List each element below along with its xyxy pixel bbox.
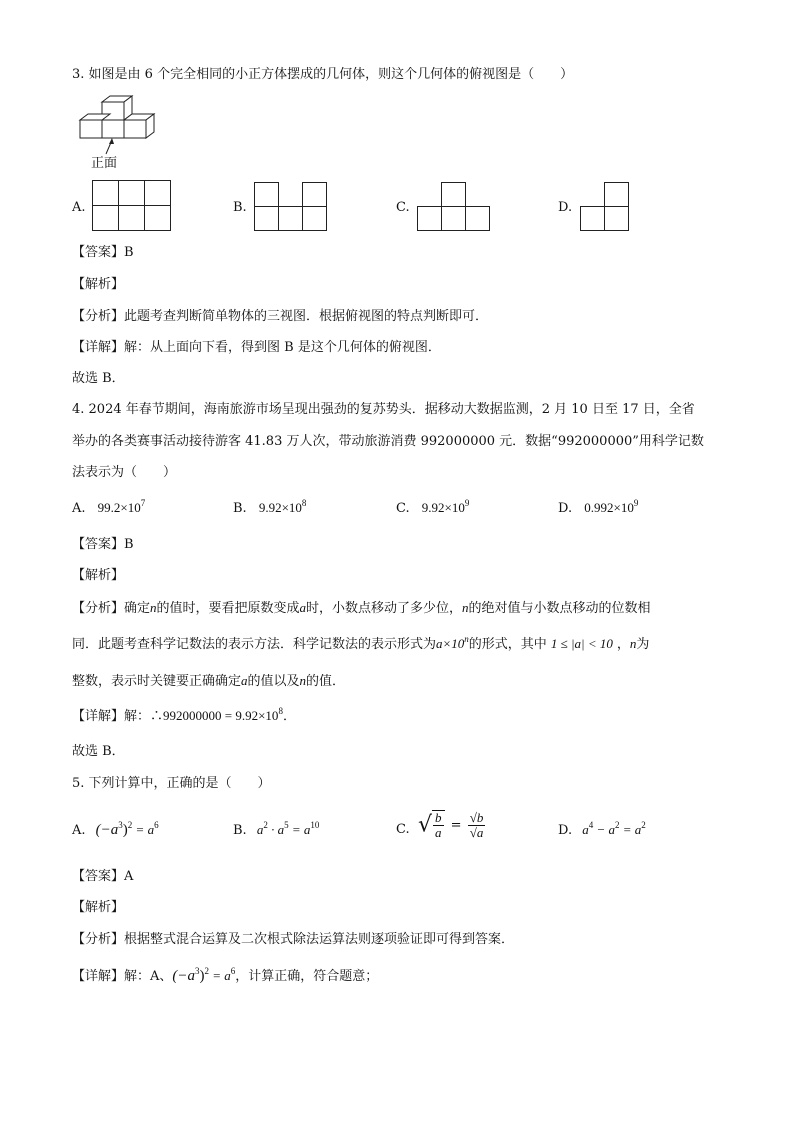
- math-exp: 2: [127, 820, 133, 830]
- q3-option-a-label: A.: [72, 200, 86, 215]
- option-mantissa: 9.92×10: [258, 500, 302, 515]
- q4-conclusion: 故选 B．: [72, 744, 125, 759]
- q3-conclusion: 故选 B．: [72, 371, 125, 386]
- q3-option-a-grid: [92, 180, 172, 232]
- math-var: n: [462, 600, 469, 615]
- q4-option-a: [72, 499, 145, 518]
- math-expr: a: [256, 822, 264, 837]
- q5-fenxi: 【分析】根据整式混合运算及二次根式除法运算法则逐项验证即可得到答案．: [72, 932, 515, 947]
- text-segment: ，: [616, 637, 630, 652]
- option-label: A.: [72, 823, 86, 838]
- q4-stem-line2: 举办的各类赛事活动接待游客 41.83 万人次，带动旅游消费 992000000 元．数据“992000000”用科学记数: [72, 434, 704, 449]
- q3-option-d-label: D.: [558, 200, 573, 215]
- option-mantissa: 9.92×10: [421, 500, 465, 515]
- q4-fenxi-line1: [72, 599, 651, 618]
- q3-fenxi: 【分析】此题考查判断简单物体的三视图．根据俯视图的特点判断即可．: [72, 309, 489, 324]
- text-segment: 的绝对值与小数点移动的位数相: [468, 601, 651, 616]
- q4-answer: 【答案】B: [72, 537, 134, 552]
- text-segment: 【详解】解：A、: [72, 969, 173, 984]
- q5-option-a: [72, 821, 159, 840]
- text-segment: 【分析】确定: [72, 601, 151, 616]
- math-exp: n: [464, 634, 469, 644]
- option-label: A.: [72, 501, 86, 516]
- q4-stem-line3: 法表示为（ ）: [72, 465, 177, 480]
- math-exp: 3: [118, 820, 123, 830]
- q5-option-b: [233, 821, 319, 840]
- math-expr: − a: [593, 822, 616, 837]
- fraction-denominator: √a: [469, 824, 484, 840]
- math-expr: = a: [288, 822, 311, 837]
- math-exp: 3: [195, 966, 200, 976]
- math-exp: 8: [278, 706, 283, 716]
- math-expr: (−a: [172, 968, 196, 984]
- q3-option-d-grid: [580, 182, 632, 232]
- math-exp: 6: [230, 966, 236, 976]
- q3-option-c-label: C.: [396, 200, 410, 215]
- math-expr: 992000000 = 9.92×10: [163, 708, 279, 723]
- math-expr: a: [582, 822, 589, 837]
- option-exponent: 7: [140, 498, 146, 508]
- math-exp: 2: [615, 820, 620, 830]
- math-var: a: [299, 600, 307, 615]
- q3-front-label: 正面: [91, 156, 118, 171]
- q4-analysis-title: 【解析】: [72, 568, 125, 583]
- math-expr: a×10: [436, 636, 465, 651]
- text-segment: 的值以及: [247, 674, 300, 689]
- math-var: n: [299, 673, 307, 688]
- q4-option-b: [233, 499, 306, 518]
- math-exp: 5: [284, 820, 289, 830]
- q3-option-b-label: B.: [233, 200, 247, 215]
- option-mantissa: 99.2×10: [97, 500, 141, 515]
- option-exponent: 8: [301, 498, 307, 508]
- q4-option-c: [396, 499, 469, 518]
- q3-analysis-title: 【解析】: [72, 277, 125, 292]
- text-segment: 同．此题考查科学记数法的表示方法．科学记数法的表示形式为: [72, 637, 437, 652]
- math-expr: = a: [619, 822, 642, 837]
- math-range: 1 ≤ |a| < 10: [550, 636, 613, 651]
- option-label: C.: [396, 501, 410, 516]
- q5-option-c-expr: [418, 810, 485, 840]
- text-segment: ．: [282, 709, 296, 724]
- q5-option-d: [558, 821, 646, 840]
- q5-xiangjie: [72, 967, 378, 986]
- q3-option-c-grid: [417, 182, 493, 232]
- fraction-numerator: √b: [469, 809, 484, 825]
- math-expr: · a: [267, 822, 285, 837]
- math-paren: ): [122, 822, 128, 838]
- fraction-denominator: a: [435, 825, 442, 840]
- option-exponent: 9: [633, 498, 639, 508]
- option-exponent: 9: [464, 498, 470, 508]
- q4-stem-line1: 4. 2024 年春节期间，海南旅游市场呈现出强劲的复苏势头．据移动大数据监测，2 月 10 日至 17 日，全省: [72, 402, 695, 417]
- q5-analysis-title: 【解析】: [72, 900, 125, 915]
- math-fraction: [432, 810, 445, 840]
- text-segment: 整数，表示时关键要正确确定: [72, 674, 242, 689]
- sqrt-icon: √: [418, 812, 433, 838]
- option-mantissa: 0.992×10: [584, 500, 634, 515]
- q4-fenxi-line2: [72, 635, 649, 654]
- fraction-numerator: b: [435, 810, 442, 825]
- math-expr: = a: [132, 822, 155, 837]
- text-segment: ，计算正确，符合题意；: [235, 969, 379, 984]
- text-segment: 的值．: [306, 674, 346, 689]
- q5-stem: 5. 下列计算中，正确的是（ ）: [72, 776, 271, 791]
- text-segment: 的值时，要看把原数变成: [156, 601, 300, 616]
- option-label: B.: [233, 823, 247, 838]
- math-var: a: [241, 673, 248, 688]
- q3-xiangjie: 【详解】解：从上面向下看，得到图 B 是这个几何体的俯视图．: [72, 340, 441, 355]
- math-expr: = a: [209, 968, 231, 983]
- q4-xiangjie: [72, 707, 296, 726]
- option-label: D.: [558, 823, 573, 838]
- math-fraction: [468, 811, 486, 840]
- math-exp: 2: [641, 820, 646, 830]
- math-exp: 6: [154, 820, 159, 830]
- option-label: D.: [558, 501, 573, 516]
- q3-stem: 3. 如图是由 6 个完全相同的小正方体摆成的几何体，则这个几何体的俯视图是（ ）: [72, 67, 574, 82]
- text-segment: 时，小数点移动了多少位，: [306, 601, 463, 616]
- math-exp: 2: [263, 820, 268, 830]
- text-segment: 为: [636, 637, 650, 652]
- text-segment: 【详解】解：∴: [72, 709, 164, 724]
- q3-answer: 【答案】B: [72, 245, 134, 260]
- math-var: n: [629, 636, 637, 651]
- math-expr: (−a: [95, 822, 119, 838]
- q4-fenxi-line3: [72, 672, 345, 691]
- text-segment: 的形式，其中: [468, 637, 547, 652]
- math-exp: 10: [310, 820, 320, 830]
- q3-option-b-grid: [254, 182, 330, 232]
- option-label: B.: [233, 501, 247, 516]
- q3-solid-figure: [76, 94, 166, 154]
- math-eq: =: [450, 817, 462, 833]
- q4-option-d: [558, 499, 638, 518]
- q5-answer: 【答案】A: [72, 869, 134, 884]
- math-exp: 2: [204, 966, 210, 976]
- q5-option-c-label: C.: [396, 822, 410, 837]
- math-var: n: [150, 600, 157, 615]
- math-exp: 4: [588, 820, 594, 830]
- math-paren: ): [199, 968, 205, 984]
